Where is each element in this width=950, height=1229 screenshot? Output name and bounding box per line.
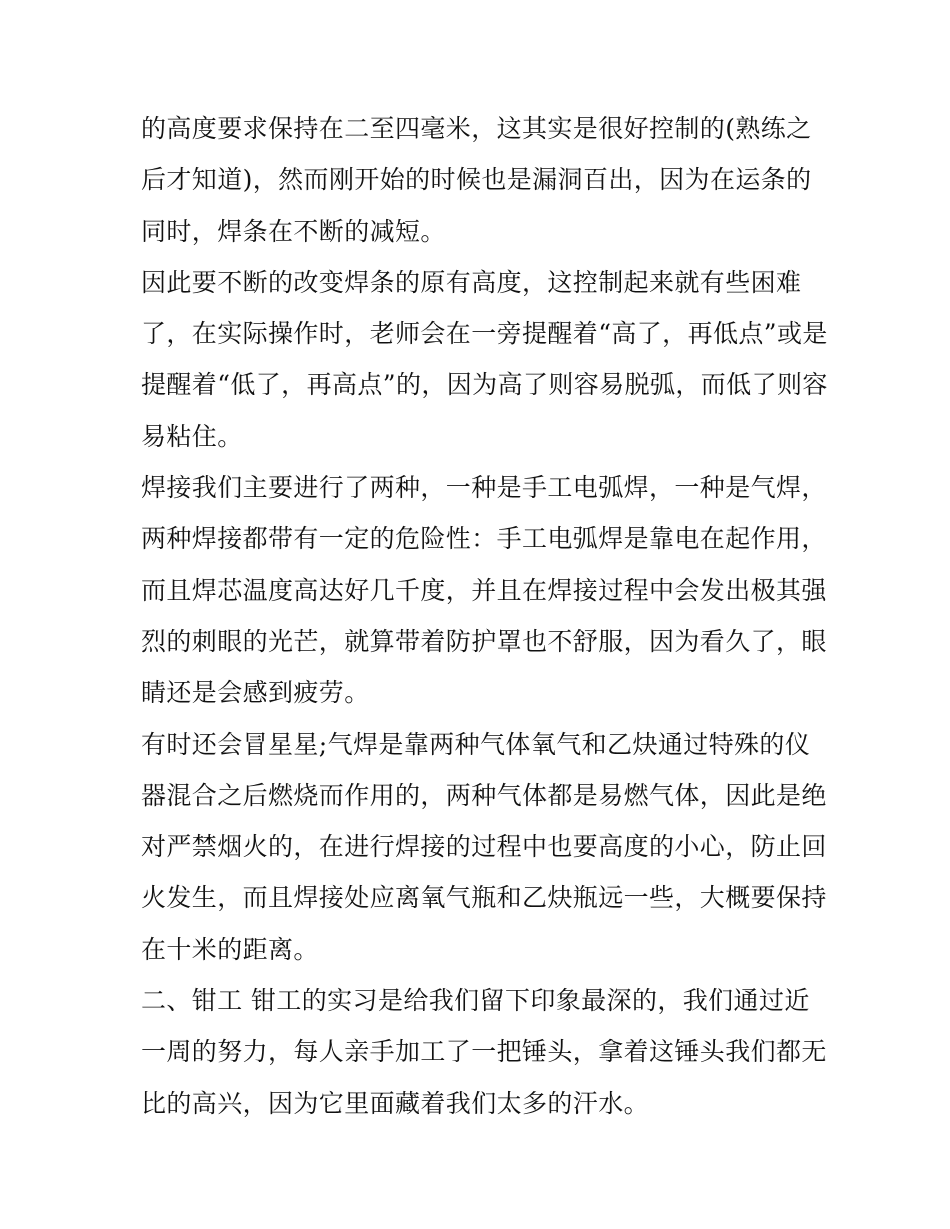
- text-line: 烈的刺眼的光芒，就算带着防护罩也不舒服，因为看久了，眼: [141, 626, 827, 656]
- paragraph: [141, 975, 827, 1129]
- text-line: 同时，焊条在不断的减短。: [141, 216, 446, 246]
- paragraph: [141, 719, 827, 975]
- text-line: 因此要不断的改变焊条的原有高度，这控制起来就有些困难: [141, 267, 802, 297]
- text-line: 提醒着“低了，再高点”的，因为高了则容易脱弧，而低了则容: [141, 370, 828, 400]
- text-line: 睛还是会感到疲劳。: [141, 678, 370, 708]
- text-line: 比的高兴，因为它里面藏着我们太多的汗水。: [141, 1088, 650, 1118]
- text-line: 的高度要求保持在二至四毫米，这其实是很好控制的(熟练之: [141, 114, 812, 143]
- text-line: 一周的努力，每人亲手加工了一把锤头，拿着这锤头我们都无: [141, 1037, 827, 1067]
- text-line: 二、钳工 钳工的实习是给我们留下印象最深的，我们通过近: [141, 986, 810, 1016]
- text-line: 有时还会冒星星;气焊是靠两种气体氧气和乙炔通过特殊的仪: [141, 729, 811, 759]
- text-line: 后才知道)，然而刚开始的时候也是漏洞百出，因为在运条的: [141, 165, 812, 195]
- paragraph: [141, 462, 827, 718]
- text-line: 火发生，而且焊接处应离氧气瓶和乙炔瓶远一些，大概要保持: [141, 883, 827, 913]
- text-line: 在十米的距离。: [141, 934, 319, 964]
- text-line: 易粘住。: [141, 421, 243, 451]
- paragraph: [141, 103, 813, 257]
- text-line: 而且焊芯温度高达好几千度，并且在焊接过程中会发出极其强: [141, 575, 827, 605]
- text-line: 两种焊接都带有一定的危险性：手工电弧焊是靠电在起作用，: [141, 524, 827, 554]
- paragraph: [141, 257, 828, 462]
- text-line: 器混合之后燃烧而作用的，两种气体都是易燃气体，因此是绝: [141, 780, 827, 810]
- text-line: 了，在实际操作时，老师会在一旁提醒着“高了，再低点”或是: [141, 319, 828, 349]
- document-body: [141, 103, 828, 1129]
- text-line: 对严禁烟火的，在进行焊接的过程中也要高度的小心，防止回: [141, 832, 827, 862]
- text-line: 焊接我们主要进行了两种，一种是手工电弧焊，一种是气焊，: [141, 473, 827, 503]
